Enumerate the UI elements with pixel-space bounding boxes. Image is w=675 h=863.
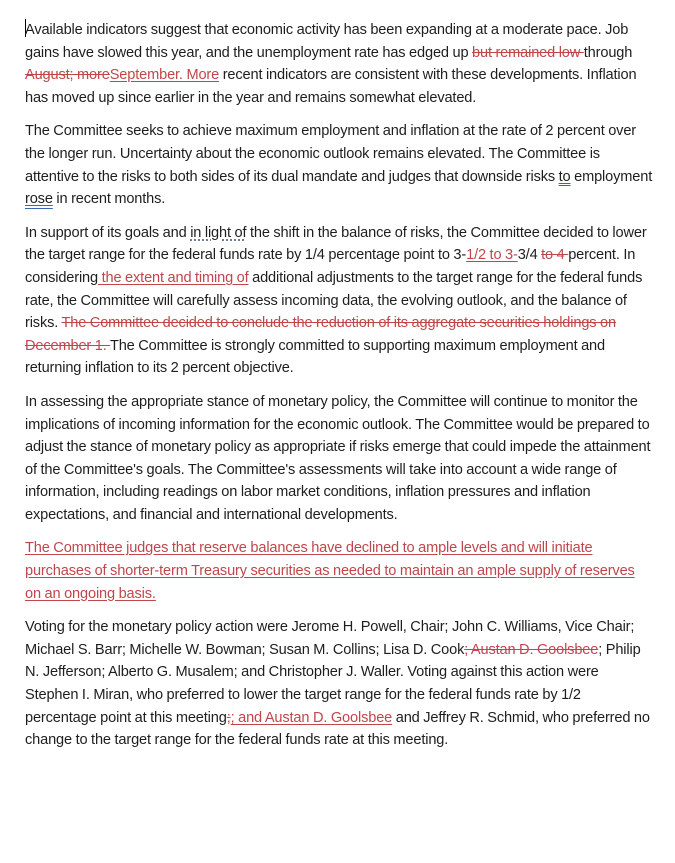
paragraph-monetary-stance[interactable]	[25, 391, 653, 527]
editor-suggestion[interactable]: in light of	[190, 224, 247, 241]
document-body[interactable]	[25, 19, 653, 763]
text-run: recent indicators are consistent with these developments. Inflation has moved up since earlier in the year and remains somewhat elevated.	[25, 67, 637, 106]
tracked-deletion[interactable]: ;	[226, 709, 231, 726]
text-run: 3/4	[517, 247, 542, 264]
tracked-insertion[interactable]: The Committee judges that reserve balances have declined to ample levels and will initiate purchases of shorter-term Treasury securities as needed to maintain an ample supply of reserves on an ongoing basis.	[25, 540, 635, 602]
paragraph-reserve-balances[interactable]	[25, 537, 653, 605]
paragraph-economic-activity[interactable]	[25, 19, 653, 109]
text-run: and Jeffrey R. Schmid, who preferred no change to the target range for the federal funds rate at this meeting.	[25, 709, 650, 749]
text-run: In assessing the appropriate stance of monetary policy, the Committee will continue to monitor the implications of incoming information for the economic outlook. The Committee would be prepared to adjust the stance of monetary policy as appropriate if risks emerge that could impede the attainment of the Committee's goals. The Committee's assessments will take into account a wide range of information, including readings on labor market conditions, inflation pressures and inflation expectations, and financial and international developments.	[25, 393, 651, 523]
tracked-insertion[interactable]: September. More	[109, 67, 220, 84]
tracked-insertion[interactable]: ; and Austan D. Goolsbee	[230, 709, 393, 726]
text-run: ; Philip N. Jefferson; Alberto G. Musalem; and Christopher J. Waller. Voting against this action were Stephen I. Miran, who preferred to lower the target range for the federal funds rate by 1/2 percentage point at this meeting	[25, 641, 641, 726]
text-run: additional adjustments to the target range for the federal funds rate, the Committee will carefully assess incoming data, the evolving outlook, and the balance of risks.	[25, 269, 643, 332]
text-run: The Committee is strongly committed to supporting maximum employment and returning inflation to its 2 percent objective.	[25, 337, 605, 377]
tracked-deletion[interactable]: to 4	[541, 247, 569, 264]
text-run: in recent months.	[52, 191, 166, 208]
tracked-insertion[interactable]: the extent and timing of	[98, 269, 249, 286]
text-run: Available indicators suggest that economic activity has been expanding at a moderate pace. Job gains have slowed this year, and the unemployment rate has edged up	[25, 22, 629, 61]
tracked-deletion[interactable]: The Committee decided to conclude the reduction of its aggregate securities holdings on December 1.	[25, 315, 616, 354]
paragraph-rate-decision[interactable]	[25, 222, 653, 380]
grammar-flag[interactable]: to	[558, 168, 571, 185]
paragraph-voting[interactable]	[25, 616, 653, 752]
text-run: through	[583, 44, 633, 61]
tracked-deletion[interactable]: but remained low	[472, 44, 584, 61]
tracked-insertion[interactable]: 1/2 to 3-	[466, 247, 518, 264]
paragraph-committee-goals[interactable]	[25, 120, 653, 210]
text-run: percent. In considering	[25, 247, 636, 286]
tracked-deletion[interactable]: August; more	[25, 67, 110, 84]
text-run: The Committee seeks to achieve maximum employment and inflation at the rate of 2 percent over the longer run. Uncertainty about the economic outlook remains elevated. The Committee is attentive to the risks to both sides of its dual mandate and judges that downside risks	[25, 123, 637, 185]
text-run: Voting for the monetary policy action were Jerome H. Powell, Chair; John C. Williams, Vice Chair; Michael S. Barr; Michelle W. Bowman; Susan M. Collins; Lisa D. Cook	[25, 619, 635, 658]
text-run: In support of its goals and	[25, 224, 191, 241]
tracked-deletion[interactable]: ; Austan D. Goolsbee	[464, 641, 599, 658]
grammar-flag[interactable]: rose	[25, 191, 53, 208]
text-run: employment	[570, 168, 653, 185]
text-run: the shift in the balance of risks, the Committee decided to lower the target range for the federal funds rate by 1/4 percentage point to 3-	[25, 224, 647, 264]
